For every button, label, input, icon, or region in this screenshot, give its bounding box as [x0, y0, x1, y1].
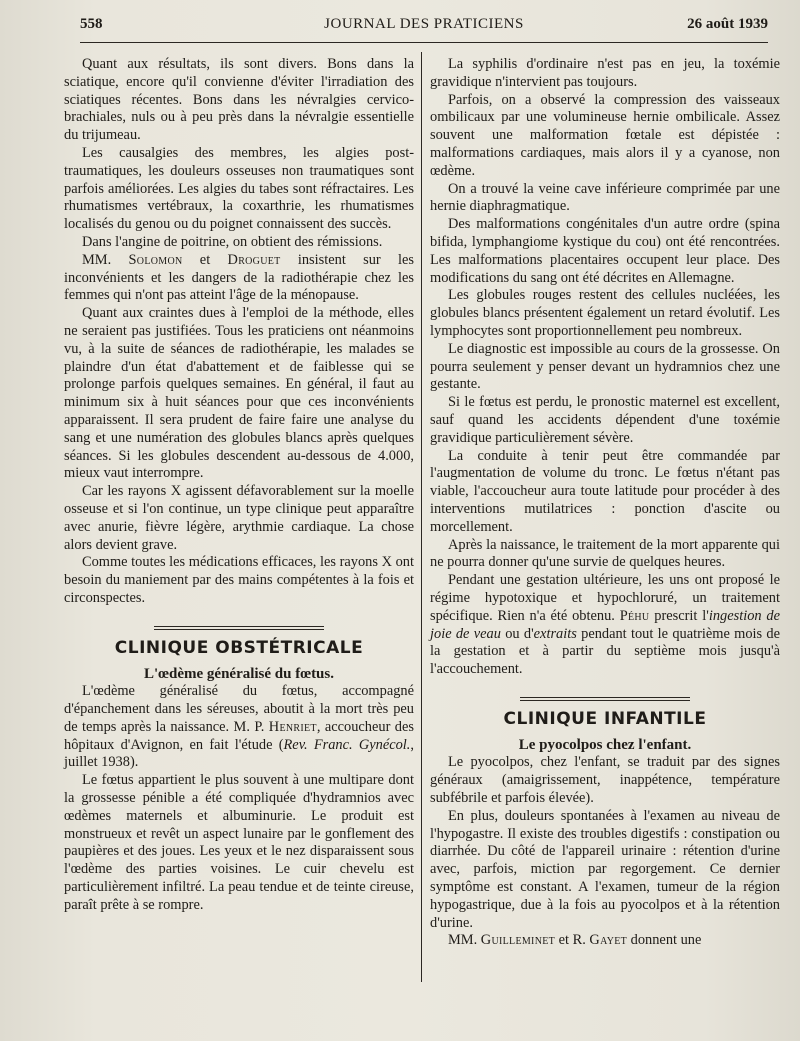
- paragraph: Des malformations congénitales d'un autre ordre (spina bifida, lymphangiome kystique du cou) ont été rencontrées. Les malformations placentaires occupent leur place. Des modifications du sang ont été décrites en Allemagne.: [430, 216, 780, 286]
- paragraph: Quant aux résultats, ils sont divers. Bons dans la sciatique, encore qu'il convienne d'éviter l'irradiation des sciatiques récentes. Bons dans les névralgies cervico-brachiales, nuls ou à peu près dans la névralgie essentielle du trijumeau.: [64, 56, 414, 144]
- author-name: Droguet: [227, 251, 281, 268]
- left-column: [64, 56, 414, 915]
- section-pediatrics: [430, 697, 780, 950]
- right-column: [430, 56, 780, 950]
- article-title: L'œdème généralisé du fœtus.: [144, 665, 334, 682]
- column-divider: [421, 52, 422, 982]
- paragraph: Les globules rouges restent des cellules nucléées, les globules blancs présentent également un retard évolutif. Les lymphocytes sont proportionnellement peu nombreux.: [430, 287, 780, 339]
- paragraph: On a trouvé la veine cave inférieure comprimée par une hernie diaphragmatique.: [430, 180, 780, 215]
- section-divider: [520, 697, 690, 701]
- paragraph: Si le fœtus est perdu, le pronostic maternel est excellent, sauf quand les accidents dépendent d'une toxémie gravidique particulièrement sévère.: [430, 394, 780, 446]
- page-number: 558: [80, 16, 103, 32]
- paragraph: La syphilis d'ordinaire n'est pas en jeu, la toxémie gravidique n'intervient pas toujours.: [430, 56, 780, 90]
- paragraph-mm-solomon: MM. Solomon et Droguet insistent sur les inconvénients et les dangers de la radiothérapie chez les femmes qui n'ont pas atteint l'âge de la ménopause.: [64, 251, 414, 304]
- section-title: CLINIQUE INFANTILE: [503, 708, 707, 729]
- journal-reference: Rev. Franc. Gynécol.: [283, 736, 411, 753]
- author-name: Gayet: [589, 932, 628, 949]
- paragraph: Le fœtus appartient le plus souvent à une multipare dont la grossesse pénible a été compliquée d'hydramnios avec œdèmes maternels et albuminurie. Le produit est monstrueux et revêt un aspect lunaire par le gonflement des paupières et des joues. Les yeux et le nez disparaissent sous l'œdème des parties voisines. Le cuir chevelu est particulièrement infiltré. La peau tendue et de teinte cireuse, paraît prête à se rompre.: [64, 772, 414, 913]
- issue-date: 26 août 1939: [687, 16, 768, 32]
- author-name: Solomon: [128, 251, 183, 268]
- paragraph: L'œdème généralisé du fœtus, accompagné d'épanchement dans les séreuses, aboutit à la mort très peu de temps après la naissance. M. P. Henriet, accoucheur des hôpitaux d'Avignon, en fait l'étude (Rev. Franc. Gynécol., juillet 1938).: [64, 683, 414, 771]
- paragraph: En plus, douleurs spontanées à l'examen au niveau de l'hypogastre. Il existe des troubles digestifs : constipation ou diarrhée. Du côté de l'appareil urinaire : rétention d'urine avec, parfois, miction par regorgement. Ce dernier symptôme est constant. A l'examen, tumeur de la région hypogastrique, due à la fois au pyocolpos et à la rétention d'urine.: [430, 807, 780, 931]
- page-header: [80, 16, 768, 38]
- paragraph: Comme toutes les médications efficaces, les rayons X ont besoin du maniement par des mains compétentes à la fois et circonspectes.: [64, 554, 414, 606]
- paragraph: Après la naissance, le traitement de la mort apparente qui ne pourra donner qu'une survie de quelques heures.: [430, 536, 780, 571]
- paragraph: Le pyocolpos, chez l'enfant, se traduit par des signes généraux (amaigrissement, inappétence, température subfébrile et parfois élevée).: [430, 754, 780, 807]
- article-title: Le pyocolpos chez l'enfant.: [518, 736, 692, 753]
- section-obstetrics: [64, 626, 414, 915]
- author-name: Guilleminet: [480, 932, 556, 949]
- header-rule: [80, 42, 768, 43]
- paragraph: Dans l'angine de poitrine, on obtient des rémissions.: [82, 233, 383, 250]
- section-divider: [154, 626, 324, 630]
- section-title: CLINIQUE OBSTÉTRICALE: [114, 637, 364, 658]
- paragraph: Quant aux craintes dues à l'emploi de la méthode, elles ne seraient pas justifiées. Tous les praticiens ont néanmoins vu, à la suite de séances de radiothérapie, les malades se plaindre d'un état d'abattement et de faiblesse qui se prolonge parfois quelques semaines. En général, il faut au minimum six à huit séances pour que ces inconvénients apparaissent. Il sera prudent de faire faire une analyse du sang et une numération des globules blancs après quelques séances. Si les globules descendent au-dessous de 4.000, mieux vaut interrompre.: [64, 305, 414, 482]
- author-name: Péhu: [619, 607, 650, 624]
- paragraph: Le diagnostic est impossible au cours de la grossesse. On pourra seulement y penser devant un hydramnios chez une gestante.: [430, 340, 780, 393]
- paragraph: Car les rayons X agissent défavorablement sur la moelle osseuse et si l'on continue, un type clinique peut apparaître avec anurie, fièvre légère, arythmie cardiaque. La chose alors devient grave.: [64, 483, 414, 553]
- author-name: Henriet: [268, 718, 317, 735]
- paragraph-pehu: Pendant une gestation ultérieure, les uns ont proposé le régime hypotoxique et hypochloruré, un traitement spécifique. Rien n'a été obtenu. Péhu prescrit l'ingestion de joie de veau ou d'extraits pendant tout le quatrième mois de la gestation et à partir du septième mois jusqu'à l'accouchement.: [430, 572, 781, 678]
- paragraph: La conduite à tenir peut être commandée par l'augmentation de volume du tronc. Le fœtus n'étant pas viable, l'accoucheur aura toute latitude pour procéder à des interventions mutilatrices : ponction d'ascite ou morcellement.: [430, 447, 780, 535]
- paragraph: Parfois, on a observé la compression des vaisseaux ombilicaux par une volumineuse hernie ombilicale. Assez souvent une malformation fœtale est dépistée : malformations cardiaques, mais alors il y a cyanose, non œdème.: [430, 91, 780, 179]
- paragraph-mm-guilleminet: MM. Guilleminet et R. Gayet donnent une: [448, 932, 702, 949]
- paragraph: Les causalgies des membres, les algies post-traumatiques, les douleurs osseuses non traumatiques sont parfois améliorées. Les algies du tabes sont réfractaires. Les rhumatismes vertébraux, la coxarthrie, les rhumatismes localisés du genou ou du poignet connaissent des succès.: [64, 144, 414, 233]
- journal-title: JOURNAL DES PRATICIENS: [324, 16, 524, 32]
